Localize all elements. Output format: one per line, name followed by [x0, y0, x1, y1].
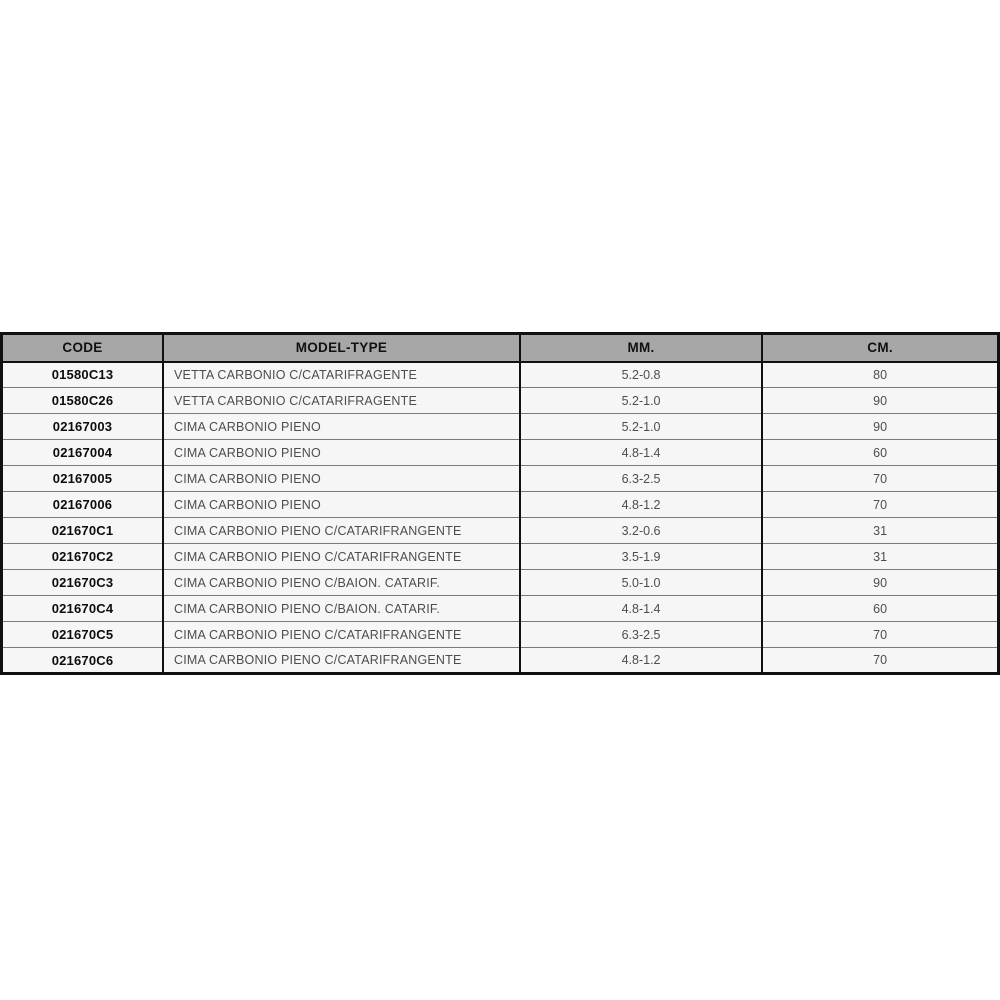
cell-model: CIMA CARBONIO PIENO: [163, 440, 520, 466]
cell-cm: 70: [762, 622, 998, 648]
cell-code: 021670C1: [2, 518, 164, 544]
table-row: [2, 388, 999, 414]
cell-mm: 3.5-1.9: [520, 544, 762, 570]
cell-mm: 4.8-1.2: [520, 492, 762, 518]
table-body: [2, 362, 999, 674]
cell-code: 021670C4: [2, 596, 164, 622]
cell-cm: 80: [762, 362, 998, 388]
cell-mm: 4.8-1.4: [520, 440, 762, 466]
cell-mm: 3.2-0.6: [520, 518, 762, 544]
cell-code: 01580C26: [2, 388, 164, 414]
cell-mm: 6.3-2.5: [520, 622, 762, 648]
table-row: [2, 440, 999, 466]
cell-code: 021670C6: [2, 648, 164, 674]
table-row: [2, 492, 999, 518]
cell-model: CIMA CARBONIO PIENO C/BAION. CATARIF.: [163, 570, 520, 596]
product-spec-table-container: [0, 332, 1000, 675]
column-header-model: MODEL-TYPE: [163, 334, 520, 362]
column-header-mm: MM.: [520, 334, 762, 362]
cell-code: 02167006: [2, 492, 164, 518]
table-row: [2, 544, 999, 570]
cell-cm: 90: [762, 388, 998, 414]
column-header-cm: CM.: [762, 334, 998, 362]
cell-code: 02167003: [2, 414, 164, 440]
cell-code: 01580C13: [2, 362, 164, 388]
cell-code: 02167004: [2, 440, 164, 466]
cell-mm: 6.3-2.5: [520, 466, 762, 492]
cell-mm: 4.8-1.2: [520, 648, 762, 674]
cell-model: CIMA CARBONIO PIENO: [163, 414, 520, 440]
cell-cm: 31: [762, 544, 998, 570]
cell-cm: 90: [762, 570, 998, 596]
product-spec-table: [0, 332, 1000, 675]
cell-model: CIMA CARBONIO PIENO: [163, 466, 520, 492]
cell-cm: 60: [762, 440, 998, 466]
table-header-row: [2, 334, 999, 362]
cell-code: 021670C5: [2, 622, 164, 648]
cell-model: CIMA CARBONIO PIENO C/CATARIFRANGENTE: [163, 648, 520, 674]
cell-model: CIMA CARBONIO PIENO C/CATARIFRANGENTE: [163, 622, 520, 648]
cell-cm: 70: [762, 648, 998, 674]
cell-mm: 5.0-1.0: [520, 570, 762, 596]
table-row: [2, 596, 999, 622]
table-row: [2, 518, 999, 544]
cell-model: CIMA CARBONIO PIENO: [163, 492, 520, 518]
table-row: [2, 414, 999, 440]
cell-cm: 31: [762, 518, 998, 544]
cell-model: CIMA CARBONIO PIENO C/BAION. CATARIF.: [163, 596, 520, 622]
cell-cm: 90: [762, 414, 998, 440]
cell-model: CIMA CARBONIO PIENO C/CATARIFRANGENTE: [163, 544, 520, 570]
cell-model: VETTA CARBONIO C/CATARIFRAGENTE: [163, 362, 520, 388]
cell-mm: 5.2-0.8: [520, 362, 762, 388]
cell-code: 02167005: [2, 466, 164, 492]
cell-cm: 60: [762, 596, 998, 622]
cell-code: 021670C2: [2, 544, 164, 570]
cell-model: CIMA CARBONIO PIENO C/CATARIFRANGENTE: [163, 518, 520, 544]
table-row: [2, 570, 999, 596]
cell-model: VETTA CARBONIO C/CATARIFRAGENTE: [163, 388, 520, 414]
cell-cm: 70: [762, 466, 998, 492]
cell-mm: 4.8-1.4: [520, 596, 762, 622]
cell-mm: 5.2-1.0: [520, 388, 762, 414]
table-row: [2, 362, 999, 388]
table-row: [2, 622, 999, 648]
table-row: [2, 648, 999, 674]
cell-mm: 5.2-1.0: [520, 414, 762, 440]
column-header-code: CODE: [2, 334, 164, 362]
cell-code: 021670C3: [2, 570, 164, 596]
table-row: [2, 466, 999, 492]
cell-cm: 70: [762, 492, 998, 518]
